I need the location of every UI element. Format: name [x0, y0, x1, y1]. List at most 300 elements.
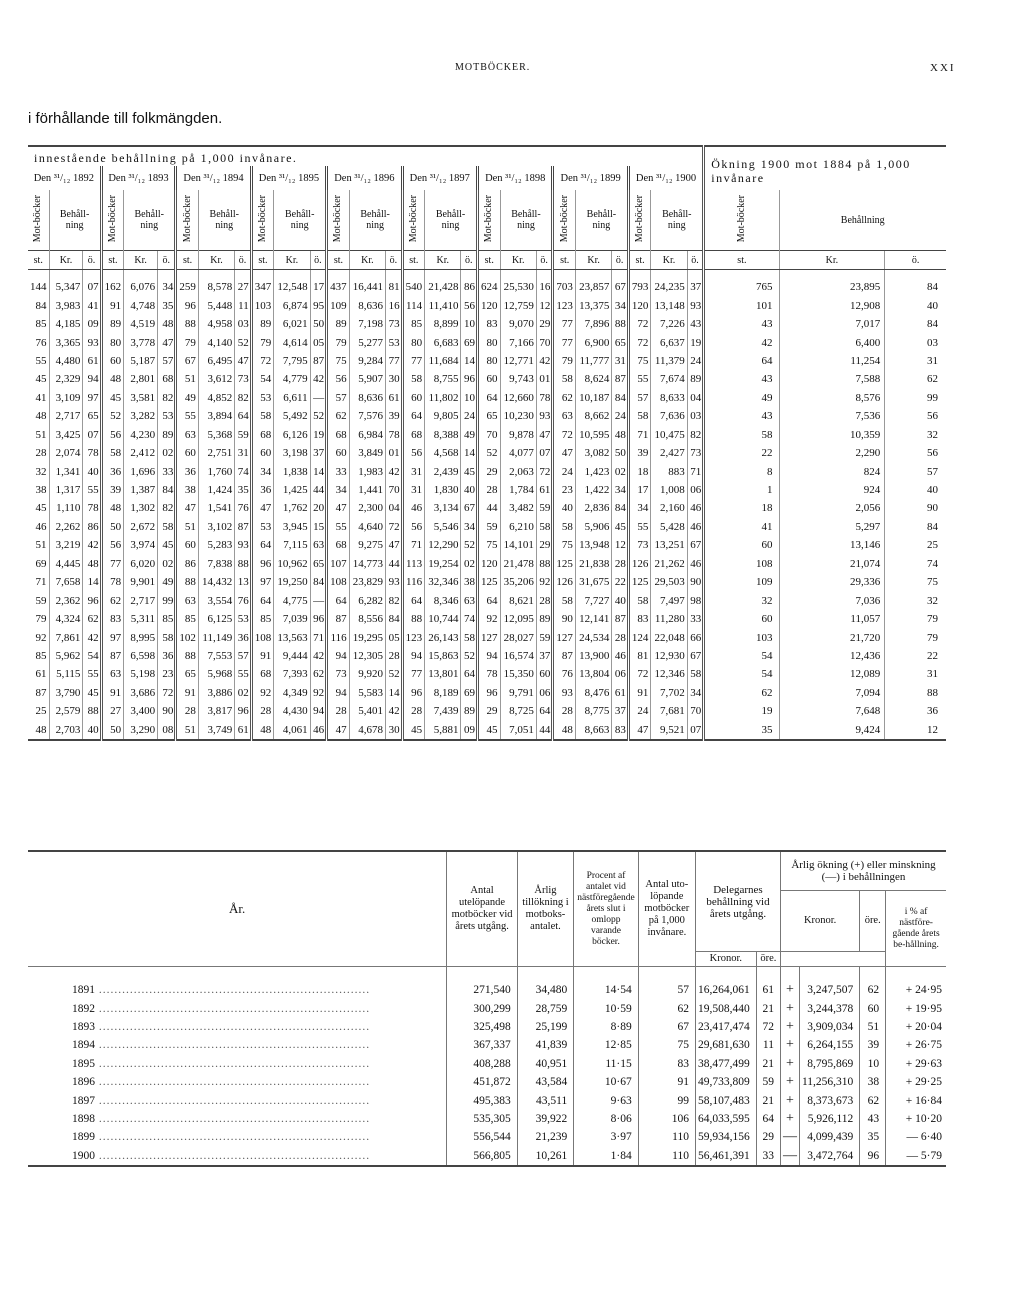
- cell-kronor: 59,934,156: [695, 1128, 756, 1146]
- cell-ore: 64: [235, 407, 252, 425]
- cell-kr: 10,475: [651, 426, 687, 444]
- cell-st: 56: [402, 518, 425, 536]
- cell-arlig: 43,584: [517, 1073, 573, 1091]
- cell-st: 48: [101, 370, 124, 388]
- cell-d-ore: 39: [860, 1036, 886, 1054]
- cell-procent: 14·54: [574, 967, 639, 1000]
- cell-ore: 23: [158, 665, 176, 683]
- cell-kr: 10,187: [575, 389, 611, 407]
- cell-pct: + 26·75: [886, 1036, 946, 1054]
- cell-st: 49: [704, 389, 779, 407]
- cell-kr: 12,089: [779, 665, 885, 683]
- cell-per1000: 83: [638, 1055, 695, 1073]
- cell-ore: 98: [687, 591, 704, 609]
- leader-dots: ......................................................................: [95, 984, 371, 997]
- cell-kr: 4,779: [274, 370, 310, 388]
- cell-st: 54: [704, 647, 779, 665]
- table-row: [28, 1128, 946, 1146]
- cell-kr: 25,530: [500, 270, 536, 297]
- label-motbocker: [101, 190, 124, 251]
- cell-st: 56: [402, 444, 425, 462]
- cell-ore: 37: [612, 702, 629, 720]
- cell-kr: 3,686: [124, 684, 158, 702]
- cell-ore: 21: [756, 999, 780, 1017]
- cell-kr: 7,166: [500, 333, 536, 351]
- cell-st: 102: [176, 628, 199, 646]
- cell-st: 68: [402, 426, 425, 444]
- cell-kr: 6,282: [349, 591, 385, 609]
- cell-kr: 5,283: [198, 536, 234, 554]
- cell-antal: 566,805: [447, 1147, 517, 1166]
- year-label: 1900: [72, 1149, 95, 1162]
- cell-ore: 32: [885, 591, 946, 609]
- cell-ore: 27: [235, 270, 252, 297]
- cell-ore: 28: [612, 555, 629, 573]
- cell-ore: 93: [687, 296, 704, 314]
- table-row: [28, 1036, 946, 1054]
- unit-kr: Kr.: [274, 251, 310, 270]
- cell-st: 1: [704, 481, 779, 499]
- cell-st: 80: [478, 352, 501, 370]
- cell-kr: 3,365: [49, 333, 83, 351]
- cell-st: 67: [176, 352, 199, 370]
- cell-st: 108: [327, 573, 350, 591]
- year-label: 1896: [72, 1076, 95, 1089]
- cell-kr: 3,886: [198, 684, 234, 702]
- label-motbocker: [176, 190, 199, 251]
- cell-st: 85: [176, 610, 199, 628]
- cell-pct: + 19·95: [886, 999, 946, 1017]
- cell-st: 39: [101, 481, 124, 499]
- cell-st: 58: [553, 518, 576, 536]
- cell-ore: 37: [536, 647, 553, 665]
- cell-ore: 61: [235, 721, 252, 740]
- cell-ore: 07: [83, 270, 101, 297]
- cell-d-ore: 62: [860, 1091, 886, 1109]
- cell-ore: 96: [310, 610, 327, 628]
- cell-st: 103: [704, 628, 779, 646]
- cell-kr: 6,125: [198, 610, 234, 628]
- cell-st: 19: [704, 702, 779, 720]
- cell-kr: 9,805: [425, 407, 461, 425]
- table-row: [28, 610, 946, 628]
- cell-st: 703: [553, 270, 576, 297]
- cell-kr: 1,983: [349, 462, 385, 480]
- cell-kr: 29,336: [779, 573, 885, 591]
- cell-kronor: 56,461,391: [695, 1147, 756, 1166]
- cell-kr: 6,210: [500, 518, 536, 536]
- cell-st: 64: [251, 591, 274, 609]
- label-motbocker: [628, 190, 651, 251]
- cell-antal: 451,872: [447, 1073, 517, 1091]
- cell-kr: 2,427: [651, 444, 687, 462]
- cell-ore: 56: [885, 407, 946, 425]
- cell-ore: 30: [386, 370, 403, 388]
- cell-st: 120: [478, 555, 501, 573]
- cell-st: 60: [101, 352, 124, 370]
- cell-ore: 89: [158, 426, 176, 444]
- cell-ore: 34: [612, 296, 629, 314]
- unit-ore: ö.: [687, 251, 704, 270]
- table-row: [28, 481, 946, 499]
- cell-ore: 31: [612, 352, 629, 370]
- cell-procent: 3·97: [574, 1128, 639, 1146]
- cell-st: 34: [628, 499, 651, 517]
- cell-st: 28: [402, 702, 425, 720]
- label-behallning: Behåll-ning: [425, 190, 478, 251]
- cell-ore: 93: [536, 407, 553, 425]
- cell-ore: 42: [83, 536, 101, 554]
- table-row: [28, 426, 946, 444]
- cell-ore: 40: [83, 721, 101, 740]
- cell-st: 72: [553, 426, 576, 444]
- cell-ore: 50: [310, 315, 327, 333]
- cell-d-ore: 35: [860, 1128, 886, 1146]
- cell-kr: 3,282: [124, 407, 158, 425]
- cell-ore: 88: [885, 684, 946, 702]
- cell-st: 144: [30, 281, 47, 294]
- cell-st: 57: [628, 389, 651, 407]
- table-row: [28, 518, 946, 536]
- cell-ore: 64: [461, 665, 478, 683]
- cell-kr: 12,290: [425, 536, 461, 554]
- cell-ore: 53: [235, 610, 252, 628]
- cell-kr: 23,895: [779, 270, 885, 297]
- cell-kr: 7,727: [575, 591, 611, 609]
- cell-ore: 21: [756, 1055, 780, 1073]
- cell-st: 80: [101, 333, 124, 351]
- cell-kr: 2,074: [49, 444, 83, 462]
- cell-ore: 61: [386, 389, 403, 407]
- cell-ore: 19: [687, 333, 704, 351]
- cell-ore: 59: [235, 426, 252, 444]
- cell-ore: 67: [612, 270, 629, 297]
- cell-kr: 7,497: [651, 591, 687, 609]
- cell-st: 96: [402, 684, 425, 702]
- cell-ore: 40: [885, 296, 946, 314]
- label-motbocker: [28, 190, 49, 251]
- section-subtitle: i förhållande till folkmängden.: [28, 110, 223, 127]
- cell-ore: 02: [158, 555, 176, 573]
- cell-kr: 4,568: [425, 444, 461, 462]
- cell-st: 28: [553, 702, 576, 720]
- label-motbocker-text: Mot-böcker: [181, 194, 193, 243]
- cell-ore: 20: [310, 499, 327, 517]
- cell-ore: 08: [158, 721, 176, 740]
- cell-kr: 3,849: [349, 444, 385, 462]
- cell-pct: + 29·63: [886, 1055, 946, 1073]
- cell-per1000: 75: [638, 1036, 695, 1054]
- cell-ore: 37: [687, 270, 704, 297]
- unit-kr: Kr.: [124, 251, 158, 270]
- cell-kr: 21,074: [779, 555, 885, 573]
- cell-st: 51: [35, 428, 47, 441]
- cell-ore: 84: [885, 315, 946, 333]
- cell-ore: 16: [386, 296, 403, 314]
- cell-kronor: 29,681,630: [695, 1036, 756, 1054]
- cell-kr: 6,400: [779, 333, 885, 351]
- cell-st: 347: [251, 270, 274, 297]
- cell-kr: 1,317: [49, 481, 83, 499]
- cell-ore: —: [310, 591, 327, 609]
- cell-ore: 19: [310, 426, 327, 444]
- cell-ore: 85: [158, 610, 176, 628]
- cell-st: 624: [478, 270, 501, 297]
- cell-st: 76: [553, 665, 576, 683]
- cell-ore: 33: [756, 1147, 780, 1166]
- cell-ore: 24: [687, 352, 704, 370]
- cell-kr: 5,583: [349, 684, 385, 702]
- unit-st: st.: [101, 251, 124, 270]
- cell-kr: 11,149: [198, 628, 234, 646]
- cell-st: 63: [101, 665, 124, 683]
- table-row: [28, 352, 946, 370]
- cell-kr: 1,424: [198, 481, 234, 499]
- cell-kr: 4,430: [274, 702, 310, 720]
- cell-kr: 7,553: [198, 647, 234, 665]
- table-row: [28, 270, 946, 297]
- cell-kr: 8,556: [349, 610, 385, 628]
- cell-kr: 2,290: [779, 444, 885, 462]
- cell-ore: 55: [235, 665, 252, 683]
- cell-kr: 21,838: [575, 555, 611, 573]
- label-motbocker-text: Mot-böcker: [558, 194, 570, 243]
- cell-sign: +: [780, 1091, 799, 1109]
- year-cell: [28, 1055, 447, 1073]
- cell-st: 86: [176, 555, 199, 573]
- cell-kr: 12,908: [779, 296, 885, 314]
- unit-ore: ö.: [612, 251, 629, 270]
- year-label: 1897: [72, 1094, 95, 1107]
- year-header: Den ³¹/₁₂ 1898: [478, 166, 553, 190]
- table-row: [28, 721, 946, 740]
- cell-ore: 16: [536, 270, 553, 297]
- year-label: 1898: [72, 1112, 95, 1125]
- cell-st: 28: [35, 447, 47, 460]
- cell-kr: 2,329: [49, 370, 83, 388]
- year-label: 1893: [72, 1020, 95, 1033]
- cell-kr: 7,588: [779, 370, 885, 388]
- cell-kr: 4,748: [124, 296, 158, 314]
- cell-kr: 1,696: [124, 462, 158, 480]
- cell-ore: 43: [687, 315, 704, 333]
- cell-ore: 52: [235, 333, 252, 351]
- cell-st: 125: [628, 573, 651, 591]
- cell-ore: 49: [461, 426, 478, 444]
- label-behallning: Behåll-ning: [198, 190, 251, 251]
- cell-kr: 7,115: [274, 536, 310, 554]
- cell-kr: 2,262: [49, 518, 83, 536]
- cell-st: 59: [478, 518, 501, 536]
- cell-st: 123: [402, 628, 425, 646]
- cell-st: 53: [251, 389, 274, 407]
- cell-ore: 42: [536, 352, 553, 370]
- cell-ore: 90: [158, 702, 176, 720]
- cell-st: 77: [553, 333, 576, 351]
- cell-st: 45: [35, 502, 47, 515]
- cell-ore: 88: [612, 315, 629, 333]
- cell-st: 113: [402, 555, 425, 573]
- cell-per1000: 99: [638, 1091, 695, 1109]
- cell-kr: 6,076: [124, 270, 158, 297]
- unit-kr: Kr.: [425, 251, 461, 270]
- cell-antal: 535,305: [447, 1110, 517, 1128]
- page-header-title: MOTBÖCKER.: [455, 62, 531, 73]
- cell-ore: 44: [386, 555, 403, 573]
- cell-ore: 87: [612, 610, 629, 628]
- cell-arlig: 21,239: [517, 1128, 573, 1146]
- label-motbocker: [553, 190, 576, 251]
- col-header-ore: öre.: [756, 952, 780, 967]
- cell-st: 60: [176, 444, 199, 462]
- leader-dots: ......................................................................: [95, 1076, 371, 1089]
- cell-kr: 6,598: [124, 647, 158, 665]
- cell-ore: 04: [386, 499, 403, 517]
- cell-kr: 8,476: [575, 684, 611, 702]
- cell-st: 45: [101, 389, 124, 407]
- cell-ore: 99: [885, 389, 946, 407]
- table-row: [28, 684, 946, 702]
- cell-ore: 24: [461, 407, 478, 425]
- cell-ore: 72: [158, 684, 176, 702]
- cell-ore: 65: [612, 333, 629, 351]
- cell-ore: 72: [536, 462, 553, 480]
- cell-st: 62: [101, 591, 124, 609]
- year-cell: [28, 999, 447, 1017]
- cell-kr: 2,362: [49, 591, 83, 609]
- cell-kr: 3,082: [575, 444, 611, 462]
- cell-sign: +: [780, 967, 799, 1000]
- cell-ore: 11: [756, 1036, 780, 1054]
- cell-ore: 63: [310, 536, 327, 554]
- cell-ore: 75: [885, 573, 946, 591]
- cell-st: 75: [628, 352, 651, 370]
- cell-st: 27: [101, 702, 124, 720]
- cell-ore: 82: [158, 389, 176, 407]
- cell-kr: 2,836: [575, 499, 611, 517]
- cell-st: 45: [402, 721, 425, 740]
- cell-kr: 7,838: [198, 555, 234, 573]
- cell-ore: 57: [158, 352, 176, 370]
- cell-ore: 39: [386, 407, 403, 425]
- cell-st: 47: [251, 499, 274, 517]
- unit-kr: Kr.: [198, 251, 234, 270]
- label-behallning: Behåll-ning: [274, 190, 327, 251]
- cell-kr: 7,439: [425, 702, 461, 720]
- cell-kr: 7,648: [779, 702, 885, 720]
- cell-kr: 4,640: [349, 518, 385, 536]
- cell-st: 73: [327, 665, 350, 683]
- cell-ore: 40: [612, 591, 629, 609]
- cell-kr: 7,536: [779, 407, 885, 425]
- cell-st: 56: [101, 426, 124, 444]
- cell-pct: + 10·20: [886, 1110, 946, 1128]
- cell-kr: 883: [651, 462, 687, 480]
- cell-kr: 13,801: [425, 665, 461, 683]
- cell-st: 79: [553, 352, 576, 370]
- cell-ore: 46: [687, 499, 704, 517]
- cell-ore: 66: [687, 628, 704, 646]
- unit-ore: ö.: [158, 251, 176, 270]
- cell-st: 64: [478, 591, 501, 609]
- cell-procent: 10·67: [574, 1073, 639, 1091]
- cell-kr: 1,422: [575, 481, 611, 499]
- cell-ore: 36: [885, 702, 946, 720]
- label-behallning: Behåll-ning: [349, 190, 402, 251]
- cell-st: 103: [251, 296, 274, 314]
- label-behallning: Behållning: [779, 190, 946, 251]
- cell-st: 94: [327, 647, 350, 665]
- cell-ore: 86: [461, 270, 478, 297]
- leader-dots: ......................................................................: [95, 1112, 371, 1125]
- cell-d-kr: 8,795,869: [799, 1055, 859, 1073]
- unit-ore: ö.: [885, 251, 946, 270]
- cell-st: 47: [327, 721, 350, 740]
- cell-ore: 58: [158, 628, 176, 646]
- cell-kr: 5,297: [779, 518, 885, 536]
- cell-st: 96: [176, 296, 199, 314]
- col-header-ore-change: öre.: [860, 891, 886, 952]
- cell-ore: 88: [536, 555, 553, 573]
- unit-st: st.: [704, 251, 779, 270]
- yearly-summary-table: [28, 850, 946, 1167]
- cell-st: 80: [478, 333, 501, 351]
- cell-kr: 9,521: [651, 721, 687, 740]
- cell-kr: 4,185: [49, 315, 83, 333]
- cell-kr: 22,048: [651, 628, 687, 646]
- cell-st: 71: [402, 536, 425, 554]
- label-motbocker: [327, 190, 350, 251]
- cell-kr: 5,187: [124, 352, 158, 370]
- cell-ore: 03: [885, 333, 946, 351]
- cell-kr: 4,775: [274, 591, 310, 609]
- cell-d-kr: 3,909,034: [799, 1018, 859, 1036]
- cell-ore: 22: [885, 647, 946, 665]
- cell-ore: 84: [386, 610, 403, 628]
- cell-kr: 13,148: [651, 296, 687, 314]
- cell-st: 64: [402, 591, 425, 609]
- cell-kr: 3,581: [124, 389, 158, 407]
- cell-st: 126: [628, 555, 651, 573]
- cell-kr: 1,784: [500, 481, 536, 499]
- cell-ore: 40: [83, 462, 101, 480]
- cell-sign: +: [780, 1110, 799, 1128]
- cell-st: 79: [176, 333, 199, 351]
- cell-st: 125: [478, 573, 501, 591]
- label-motbocker: [402, 190, 425, 251]
- cell-st: 63: [176, 426, 199, 444]
- cell-ore: 61: [536, 481, 553, 499]
- cell-ore: 47: [536, 426, 553, 444]
- cell-st: 123: [553, 296, 576, 314]
- cell-st: 45: [478, 721, 501, 740]
- cell-kr: 8,633: [651, 389, 687, 407]
- table-row: [28, 967, 946, 1000]
- label-motbocker-text: Mot-böcker: [332, 194, 344, 243]
- cell-ore: 93: [235, 536, 252, 554]
- year-header: Den ³¹/₁₂ 1900: [628, 166, 703, 190]
- cell-kr: 3,219: [49, 536, 83, 554]
- cell-st: 57: [327, 389, 350, 407]
- table-row: [28, 333, 946, 351]
- cell-ore: 55: [83, 665, 101, 683]
- cell-st: 94: [478, 647, 501, 665]
- cell-st: 79: [327, 333, 350, 351]
- cell-ore: 58: [158, 518, 176, 536]
- cell-ore: 83: [612, 721, 629, 740]
- cell-kronor: 19,508,440: [695, 999, 756, 1017]
- leader-dots: ......................................................................: [95, 1020, 371, 1033]
